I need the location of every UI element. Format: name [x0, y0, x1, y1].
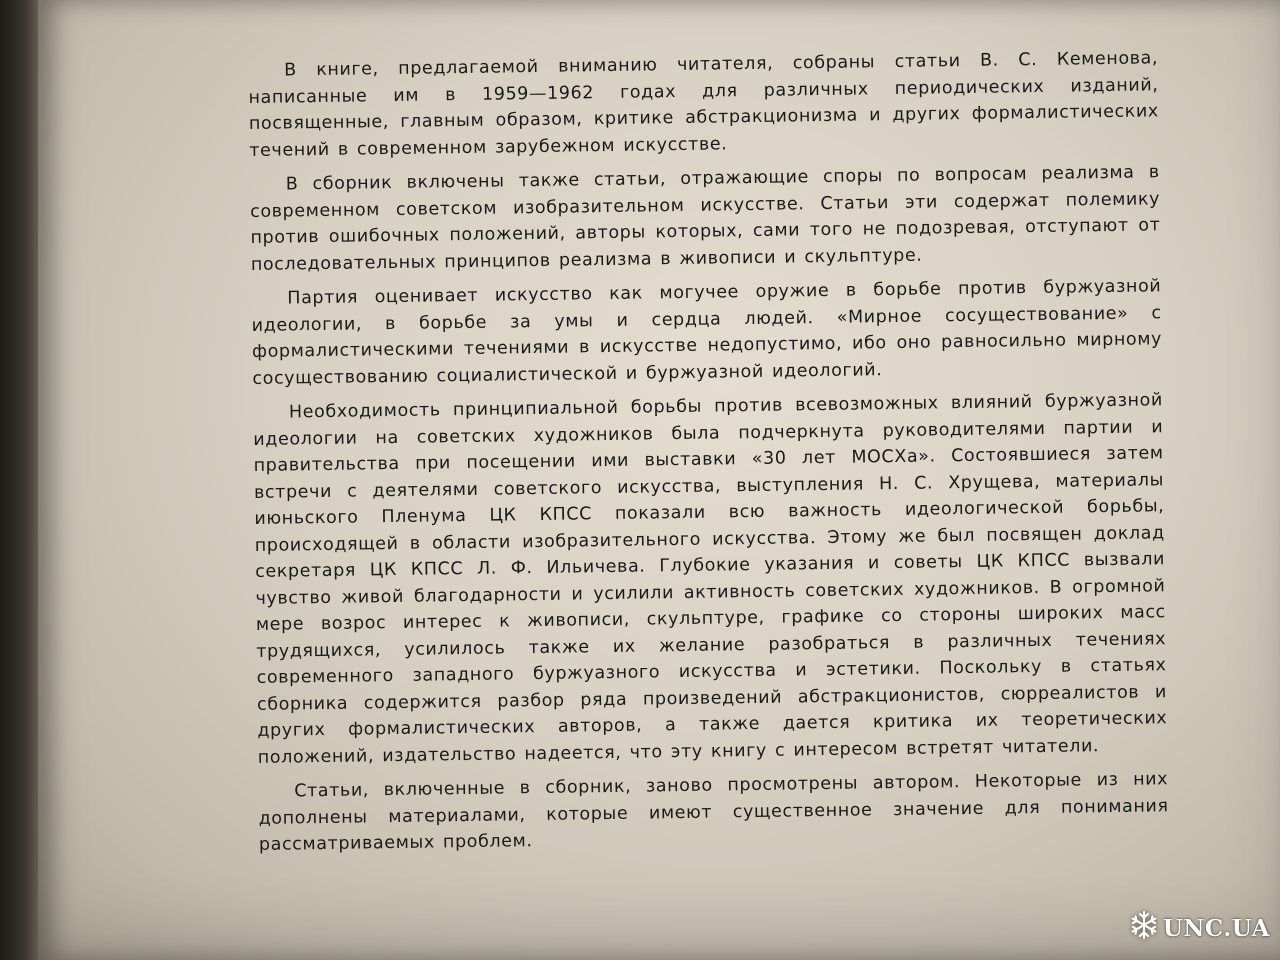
book-gutter — [0, 0, 40, 960]
paragraph-3: Партия оценивает искусство как могучее оружие в борьбе против буржуазной идеологии, в борьбе за умы и сердца людей. «Мирное сосуществование» с формалистическими течениями в искусстве недопустимо, ибо оно равносильно мирному сосуществованию социалистической и буржуазной идеологий. — [251, 276, 1163, 389]
watermark — [1129, 910, 1270, 946]
page-text — [248, 45, 1169, 866]
watermark-text: UNC.UA — [1162, 914, 1270, 942]
snowflake-icon — [1129, 910, 1159, 946]
paragraph-2: В сборник включены также статьи, отражающие споры по вопросам реализма в современном советском изобразительном искусстве. Статьи эти содержат полемику против ошибочных положений, авторы которых, сами того не подозревая, отступают от последовательных принципов реализма в живописи и скульптуре. — [250, 162, 1161, 275]
paragraph-1: В книге, предлагаемой вниманию читателя, собраны статьи В. С. Кеменова, написанные им в 1959—1962 годах для различных периодических изданий, посвященные, главным образом, критике абстракционизма и других формалистических течений в современном зарубежном искусстве. — [248, 48, 1159, 161]
paragraph-4: Необходимость принципиальной борьбы против всевозможных влияний буржуазной идеологии на советских художников была подчеркнута руководителями партии и правительства при посещении ими выставки «30 лет МОСХа». Состоявшиеся затем встречи с деятелями советского искусства, выступления Н. С. Хрущева, материалы июньского Пленума ЦК КПСС показали всю важность идеологической борьбы, происходящей в области изобразительного искусства. Этому же был посвящен доклад секретаря ЦК КПСС Л. Ф. Ильичева. Глубокие указания и советы ЦК КПСС вызвали чувство живой благодарности и усилили активность советских художников. В огромной мере возрос интерес к живописи, скульптуре, графике со стороны широких масс трудящихся, усилилось также их желание разобраться в различных течениях современного западного буржуазного искусства и эстетики. Поскольку в статьях сборника содержится разбор ряда произведений абстракционистов, сюрреалистов и других формалистических авторов, а также дается критика их теоретических положений, издательство надеется, что эту книгу с интересом встретят читатели. — [253, 390, 1168, 768]
paragraph-5: Статьи, включенные в сборник, заново просмотрены автором. Некоторые из них дополнены материалами, которые имеют существенное значение для понимания рассматриваемых проблем. — [258, 769, 1169, 855]
book-page — [38, 0, 1280, 960]
